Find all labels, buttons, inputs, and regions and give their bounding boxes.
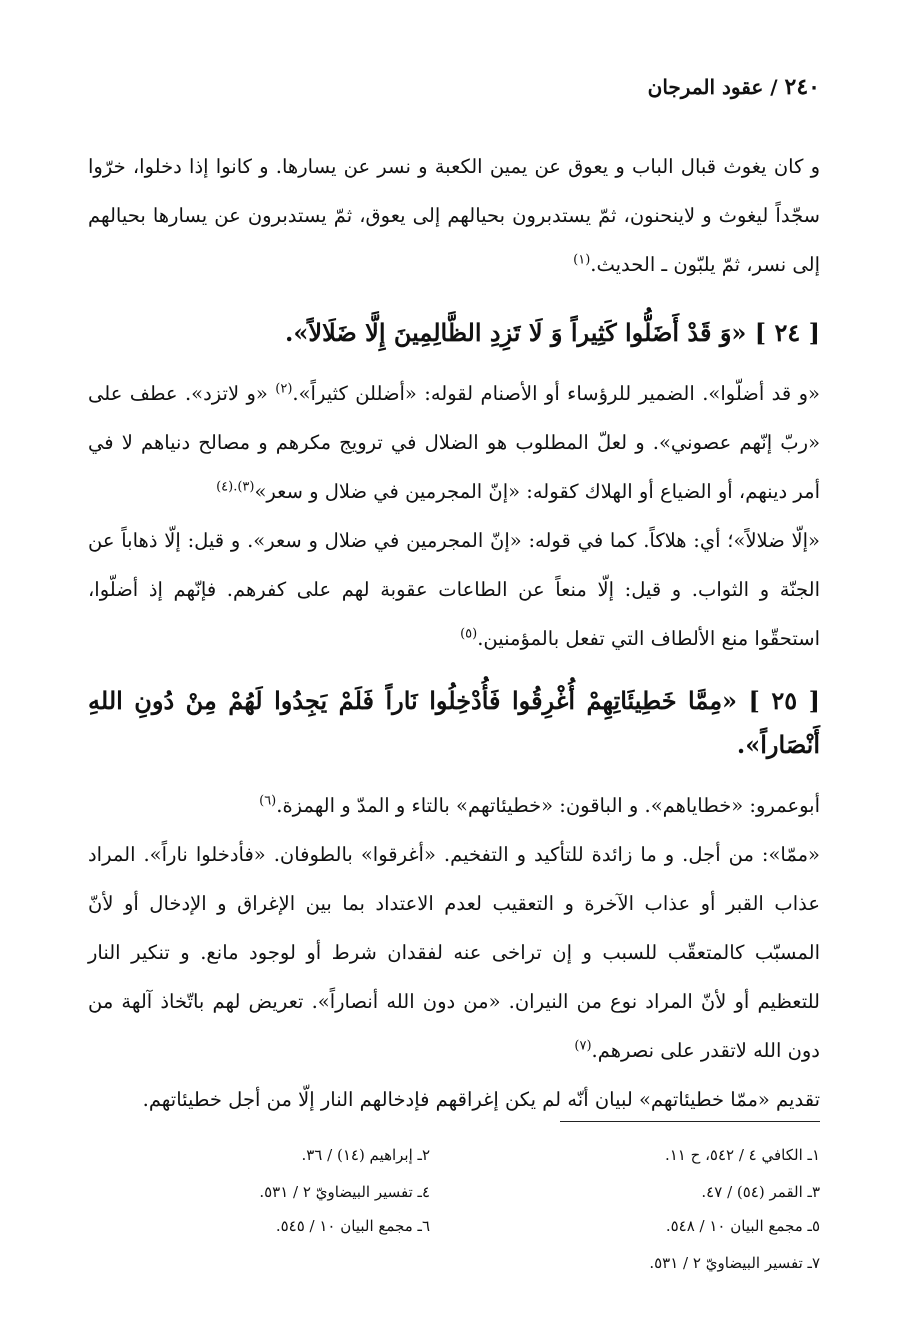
paragraph-5-text: «ممّا»: من أجل. و ما زائدة للتأكيد و التفخيم. «أغرقوا» بالطوفان. «فأدخلوا ناراً». المراد عذاب القبر أو عذاب الآخرة و التعقيب لعدم الاعتداد بما بين الإغراق و الإدخال أو لأنّ المسبّب كالمتعقّب للسبب و إن تراخى عنه لفقدان شرط أو لوجود مانع. و تنكير النار للتعظيم أو لأنّ المراد نوع من النيران. «من دون الله أنصاراً». تعريض لهم باتّخاذ آلهة من دون الله لاتقدر على نصرهم. [88, 843, 820, 1062]
paragraph-4 [88, 781, 820, 830]
header-separator: / [770, 75, 778, 99]
paragraph-3 [88, 516, 820, 663]
book-title: عقود المرجان [647, 75, 764, 99]
footnote-ref-1: (١) [573, 252, 591, 268]
footnote-4: ٤ـ تفسير البيضاويّ ٢ / ٥٣١. [259, 1183, 430, 1201]
main-text [88, 142, 820, 1124]
footnote-ref-5: (٥) [460, 626, 478, 642]
paragraph-1 [88, 142, 820, 289]
footnote-7: ٧ـ تفسير البيضاويّ ٢ / ٥٣١. [649, 1254, 820, 1272]
footnote-divider [560, 1121, 820, 1122]
paragraph-2-text-b: «و لاتزد». عطف على «ربّ إنّهم عصوني». و لعلّ المطلوب هو الضلال في ترويج مكرهم و مصالح دنياهم لا في أمر دينهم، أو الضياع أو الهلاك كقوله: «إنّ المجرمين في ضلال و سعر» [88, 382, 820, 503]
verse-25-heading: [ ٢٥ ] «مِمَّا خَطِيئَاتِهِمْ أُغْرِقُوا فَأُدْخِلُوا نَاراً فَلَمْ يَجِدُوا لَهُمْ مِنْ دُونِ اللهِ أَنْصَاراً». [88, 686, 820, 759]
paragraph-1-text: و كان يغوث قبال الباب و يعوق عن يمين الكعبة و نسر عن يسارها. و كانوا إذا دخلوا، خرّوا سجّداً ليغوث و لاينحنون، ثمّ يستدبرون بحيالهم إلى يعوق، ثمّ يستدبرون عن يسارها بحيالهم إلى نسر، ثمّ يلبّون ـ الحديث. [88, 155, 820, 276]
paragraph-3-text: «إلّا ضلالاً»؛ أي: هلاكاً. كما في قوله: «إنّ المجرمين في ضلال و سعر». و قيل: إلّا ذهاباً عن الجنّة و الثواب. و قيل: إلّا منعاً عن الطاعات عقوبة لهم على كفرهم. فإنّهم إذ أضلّوا، استحقّوا منع الألطاف التي تفعل بالمؤمنين. [88, 529, 820, 650]
footnote-1: ١ـ الكافي ٤ / ٥٤٢، ح ١١. [664, 1146, 820, 1164]
footnote-ref-2: (٢) [275, 381, 293, 397]
paragraph-4-text: أبوعمرو: «خطاياهم». و الباقون: «خطيئاتهم» بالتاء و المدّ و الهمزة. [276, 794, 820, 817]
page-number: ٢٤٠ [784, 74, 820, 100]
footnote-ref-3-4: (٣).(٤) [216, 479, 255, 495]
footnote-5: ٥ـ مجمع البيان ١٠ / ٥٤٨. [665, 1217, 820, 1235]
running-header [648, 74, 820, 100]
paragraph-2-text-a: «و قد أضلّوا». الضمير للرؤساء أو الأصنام لقوله: «أضللن كثيراً». [292, 382, 820, 405]
footnote-3: ٣ـ القمر (٥٤) / ٤٧. [701, 1183, 820, 1201]
footnote-ref-6: (٦) [259, 793, 277, 809]
footnote-2: ٢ـ إبراهيم (١٤) / ٣٦. [301, 1146, 430, 1164]
paragraph-2 [88, 369, 820, 516]
footnote-6: ٦ـ مجمع البيان ١٠ / ٥٤٥. [275, 1217, 430, 1235]
footnote-ref-7: (٧) [574, 1038, 592, 1054]
verse-24-heading: [ ٢٤ ] «وَ قَدْ أَضَلُّوا كَثِيراً وَ لَا تَزِدِ الظَّالِمِينَ إِلَّا ضَلَالاً». [285, 318, 820, 347]
paragraph-5 [88, 830, 820, 1075]
paragraph-6: تقديم «ممّا خطيئاتهم» لبيان أنّه لم يكن إغراقهم فإدخالهم النار إلّا من أجل خطيئاتهم. [142, 1088, 820, 1111]
